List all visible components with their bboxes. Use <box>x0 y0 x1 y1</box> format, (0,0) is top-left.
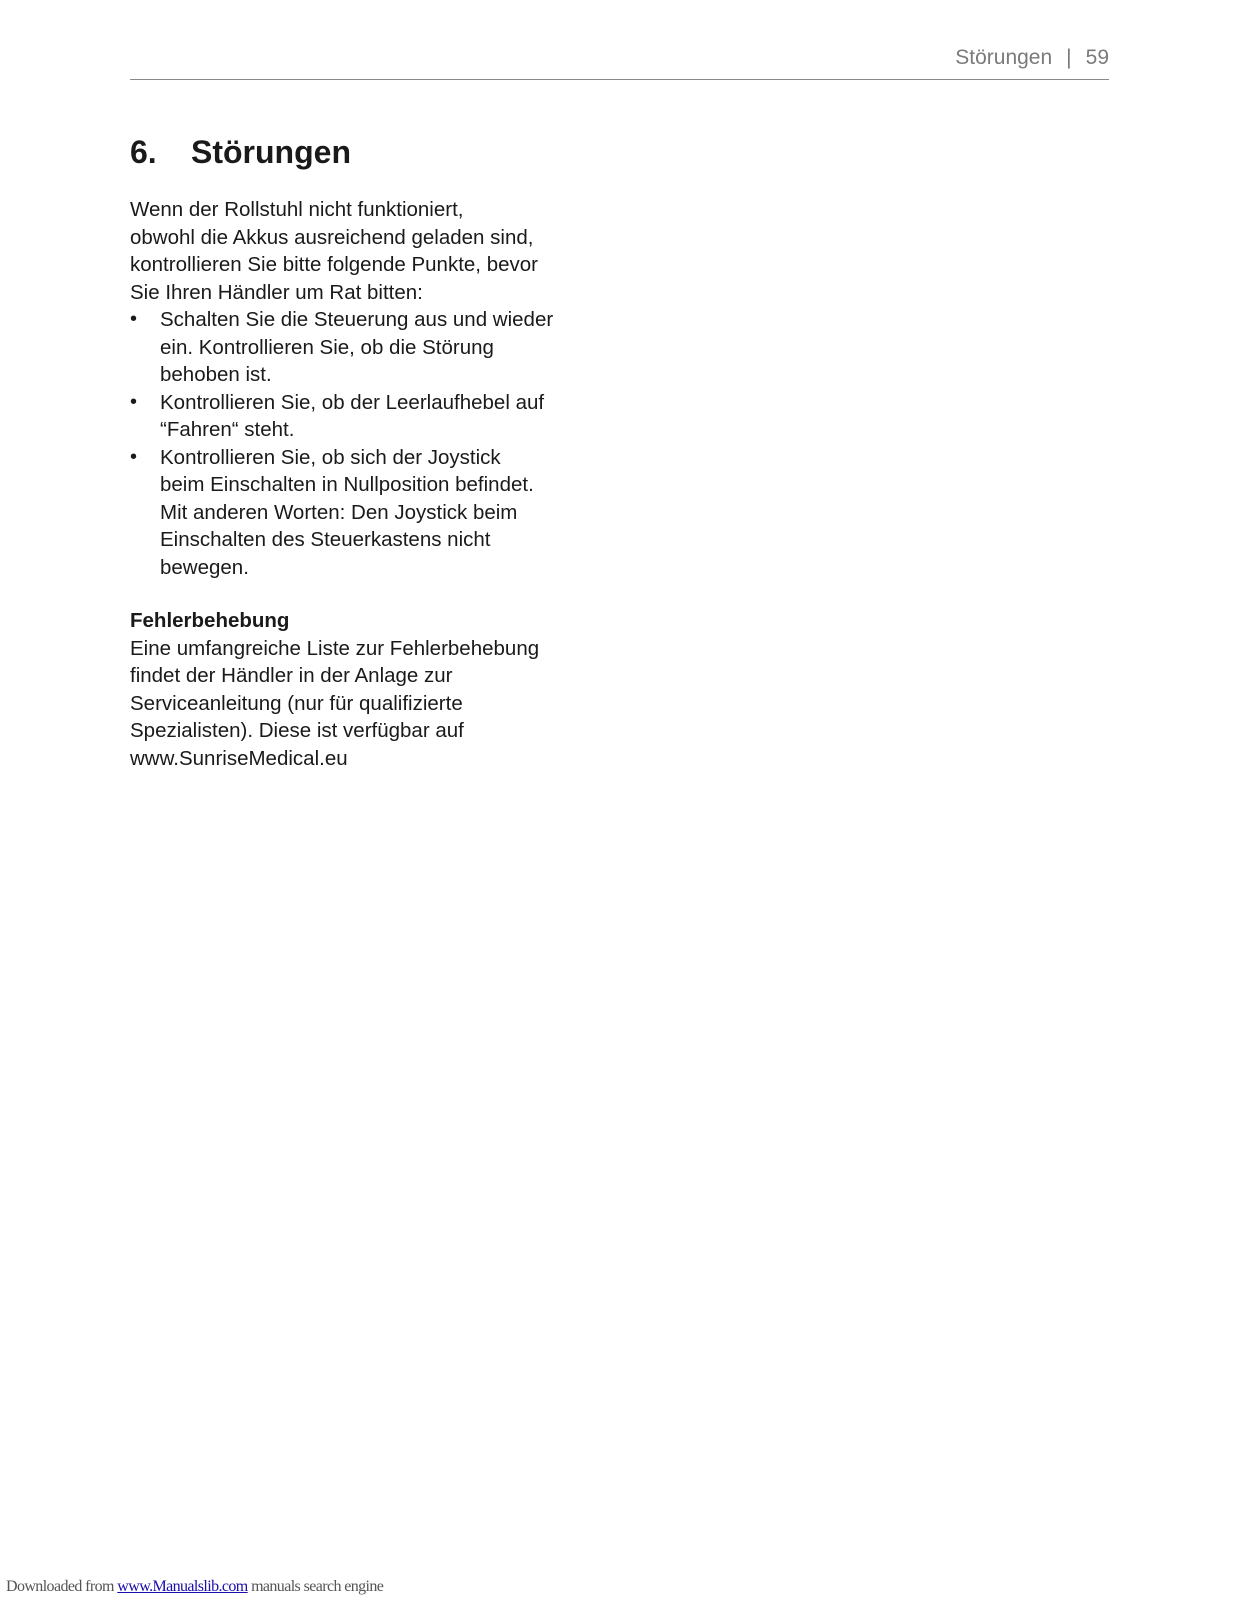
page-content <box>130 134 600 772</box>
checklist-line: behoben ist. <box>160 363 272 386</box>
header-section-title: Störungen <box>955 46 1053 69</box>
bullet-icon: • <box>130 308 138 330</box>
header-separator: | <box>1066 46 1072 69</box>
footer-suffix: manuals search engine <box>251 1578 384 1595</box>
checklist <box>130 306 600 581</box>
checklist-line: beim Einschalten in Nullposition befindet. <box>160 473 534 496</box>
troubleshooting-line: Serviceanleitung (nur für qualifizierte <box>130 691 463 715</box>
intro-line: Sie Ihren Händler um Rat bitten: <box>130 280 423 304</box>
manualslib-link[interactable]: www.Manualslib.com <box>117 1578 248 1595</box>
checklist-item <box>130 389 600 444</box>
intro-line: obwohl die Akkus ausreichend geladen sind, <box>130 225 534 249</box>
running-header <box>955 46 1109 70</box>
intro-paragraph <box>130 196 600 306</box>
page-number: 59 <box>1085 46 1109 69</box>
website-url: www.SunriseMedical.eu <box>130 746 348 770</box>
download-footer <box>6 1578 383 1596</box>
checklist-item <box>130 444 600 582</box>
troubleshooting-line: Eine umfangreiche Liste zur Fehlerbehebung <box>130 636 540 660</box>
chapter-title <box>130 134 600 171</box>
chapter-title-text: Störungen <box>191 134 351 170</box>
checklist-line: bewegen. <box>160 555 249 579</box>
checklist-line: ein. Kontrollieren Sie, ob die Störung <box>160 335 494 359</box>
chapter-number: 6. <box>130 134 157 170</box>
checklist-line: Kontrollieren Sie, ob der Leerlaufhebel auf <box>160 390 545 414</box>
bullet-icon: • <box>130 390 138 413</box>
troubleshooting-line: findet der Händler in der Anlage zur <box>130 664 453 687</box>
checklist-line: Schalten Sie die Steuerung aus und wieder <box>160 308 554 331</box>
checklist-line: “Fahren“ steht. <box>160 418 295 441</box>
checklist-line: Einschalten des Steuerkastens nicht <box>160 528 491 551</box>
troubleshooting-heading: Fehlerbehebung <box>130 609 290 632</box>
troubleshooting-line: Spezialisten). Diese ist verfügbar auf <box>130 719 464 742</box>
body-text <box>130 196 600 772</box>
header-rule <box>130 79 1109 80</box>
troubleshooting-paragraph <box>130 635 600 773</box>
intro-line: kontrollieren Sie bitte folgende Punkte, bevor <box>130 253 538 276</box>
checklist-line: Kontrollieren Sie, ob sich der Joystick <box>160 445 501 469</box>
bullet-icon: • <box>130 445 138 468</box>
checklist-line: Mit anderen Worten: Den Joystick beim <box>160 500 518 524</box>
checklist-item <box>130 306 600 389</box>
intro-line: Wenn der Rollstuhl nicht funktioniert, <box>130 198 464 221</box>
footer-prefix: Downloaded from <box>6 1578 114 1595</box>
